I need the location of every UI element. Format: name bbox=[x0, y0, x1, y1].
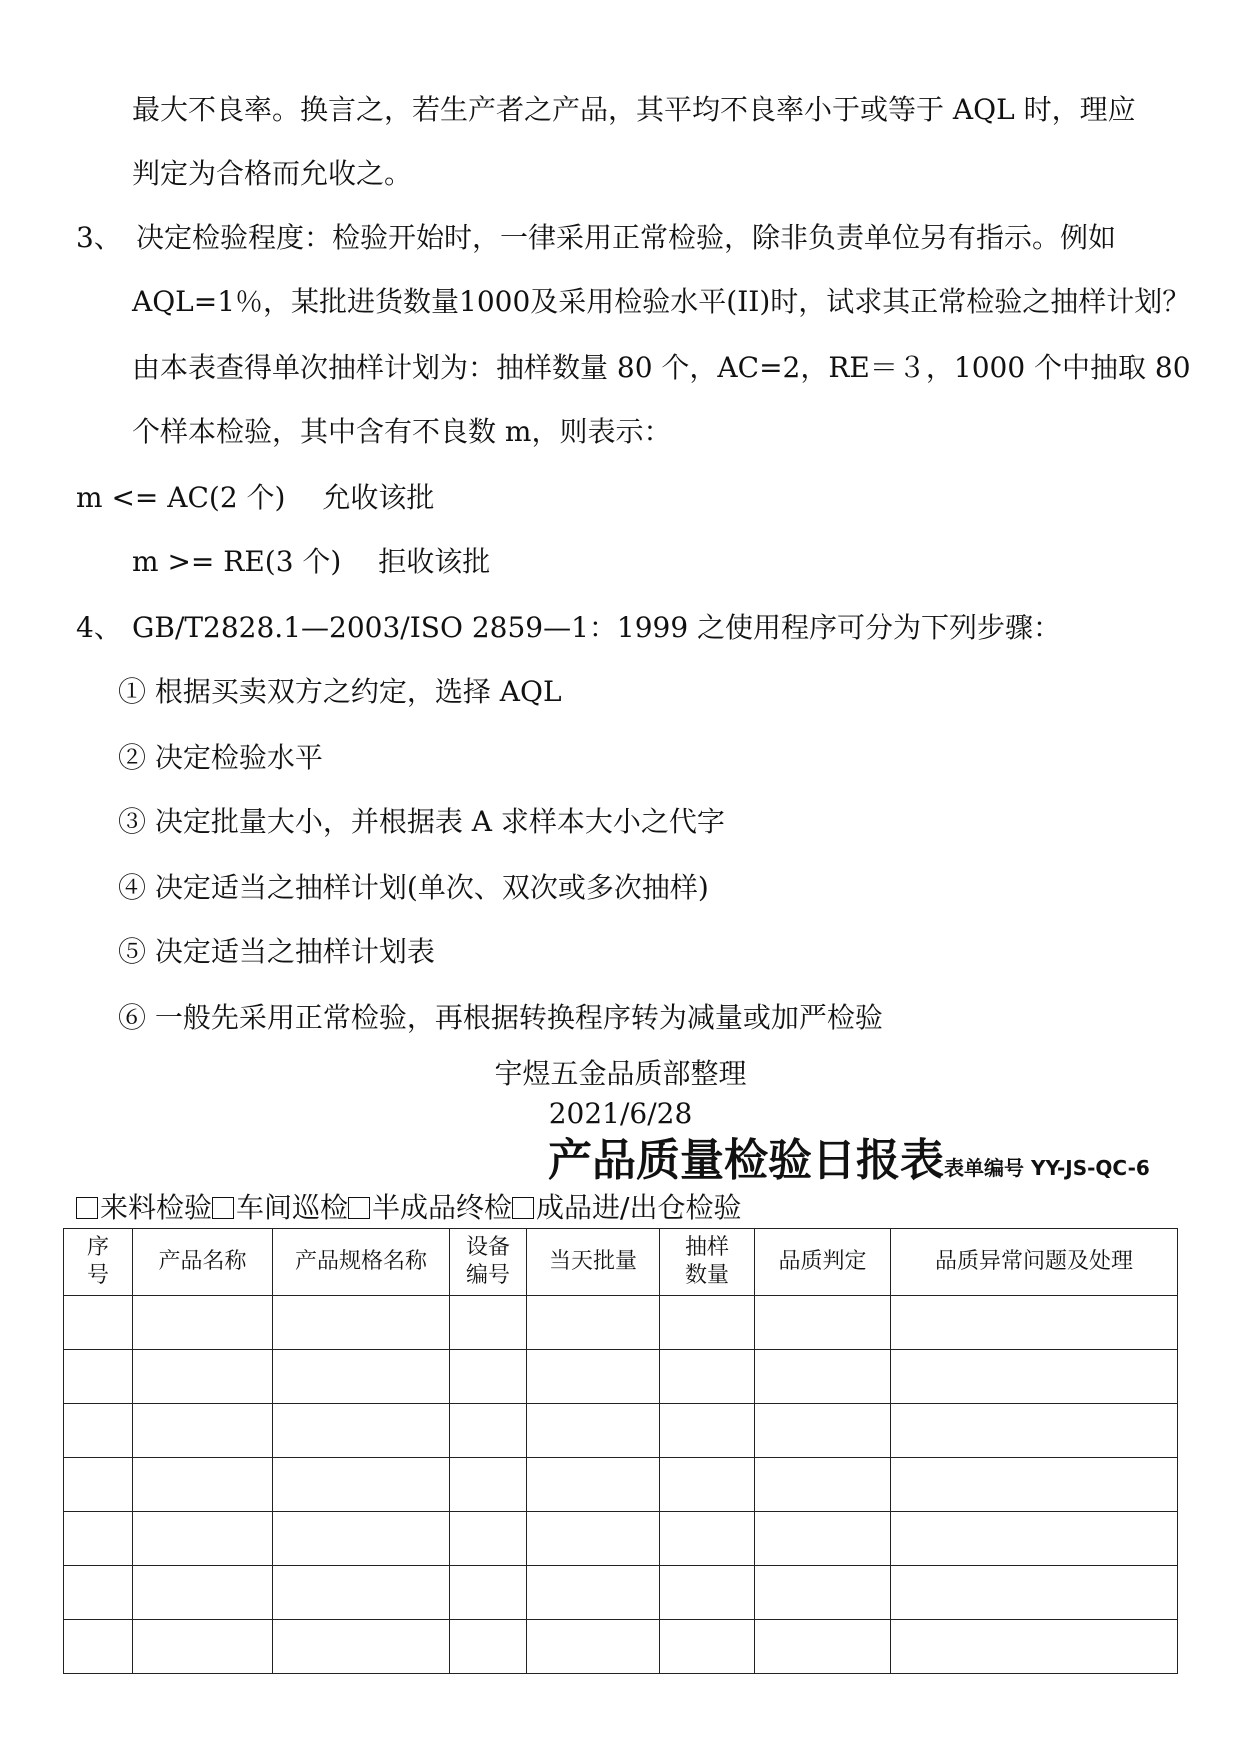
table-cell[interactable] bbox=[527, 1620, 660, 1674]
table-cell[interactable] bbox=[64, 1350, 133, 1404]
table-cell[interactable] bbox=[891, 1512, 1178, 1566]
option-label: 车间巡检 bbox=[236, 1191, 349, 1224]
table-cell[interactable] bbox=[660, 1458, 755, 1512]
table-cell[interactable] bbox=[891, 1458, 1178, 1512]
item-number: 3、 bbox=[76, 221, 122, 254]
table-cell[interactable] bbox=[273, 1566, 450, 1620]
table-cell[interactable] bbox=[450, 1296, 527, 1350]
rule-accept: m <= AC(2 个) 允收该批 bbox=[76, 481, 435, 514]
table-cell[interactable] bbox=[273, 1512, 450, 1566]
inspection-type-options bbox=[76, 1190, 741, 1226]
form-title: 产品质量检验日报表 bbox=[548, 1135, 944, 1186]
table-cell[interactable] bbox=[891, 1350, 1178, 1404]
step-item: ⑥ 一般先采用正常检验，再根据转换程序转为减量或加严检验 bbox=[118, 1001, 883, 1034]
table-cell[interactable] bbox=[273, 1296, 450, 1350]
table-cell[interactable] bbox=[273, 1458, 450, 1512]
table-cell[interactable] bbox=[133, 1620, 273, 1674]
table-row bbox=[64, 1620, 1178, 1674]
paragraph-line: GB/T2828.1—2003/ISO 2859—1：1999 之使用程序可分为下列步骤： bbox=[132, 611, 1062, 644]
option-label: 成品进/出仓检验 bbox=[536, 1191, 742, 1224]
step-item: ② 决定检验水平 bbox=[118, 741, 323, 774]
table-cell[interactable] bbox=[660, 1512, 755, 1566]
column-header-product-spec: 产品规格名称 bbox=[273, 1229, 450, 1296]
column-header-index: 序 号 bbox=[64, 1229, 133, 1296]
table-cell[interactable] bbox=[891, 1620, 1178, 1674]
column-header-equipment-no: 设备 编号 bbox=[450, 1229, 527, 1296]
rule-reject: m >= RE(3 个) 拒收该批 bbox=[132, 545, 491, 578]
table-cell[interactable] bbox=[527, 1296, 660, 1350]
table-cell[interactable] bbox=[755, 1512, 891, 1566]
paragraph-line: 最大不良率。换言之，若生产者之产品，其平均不良率小于或等于 AQL 时，理应 bbox=[132, 93, 1136, 126]
table-cell[interactable] bbox=[64, 1404, 133, 1458]
table-cell[interactable] bbox=[891, 1566, 1178, 1620]
table-cell[interactable] bbox=[527, 1458, 660, 1512]
table-cell[interactable] bbox=[450, 1512, 527, 1566]
table-cell[interactable] bbox=[133, 1404, 273, 1458]
checkbox[interactable] bbox=[512, 1197, 534, 1219]
step-item: ④ 决定适当之抽样计划(单次、双次或多次抽样) bbox=[118, 871, 709, 904]
document-date: 2021/6/28 bbox=[548, 1097, 693, 1130]
table-cell[interactable] bbox=[133, 1296, 273, 1350]
table-row bbox=[64, 1404, 1178, 1458]
table-cell[interactable] bbox=[64, 1458, 133, 1512]
paragraph-line: 决定检验程度：检验开始时，一律采用正常检验，除非负责单位另有指示。例如 bbox=[136, 221, 1117, 254]
table-cell[interactable] bbox=[891, 1404, 1178, 1458]
item-number: 4、 bbox=[76, 611, 122, 644]
option-label: 半成品终检 bbox=[372, 1191, 513, 1224]
step-item: ③ 决定批量大小，并根据表 A 求样本大小之代字 bbox=[118, 805, 725, 838]
table-cell[interactable] bbox=[133, 1458, 273, 1512]
table-cell[interactable] bbox=[450, 1350, 527, 1404]
table-cell[interactable] bbox=[133, 1512, 273, 1566]
paragraph-line: AQL=1％，某批进货数量1000及采用检验水平(II)时，试求其正常检验之抽样计划？ bbox=[132, 285, 1191, 318]
table-cell[interactable] bbox=[755, 1566, 891, 1620]
table-cell[interactable] bbox=[64, 1512, 133, 1566]
column-header-product-name: 产品名称 bbox=[133, 1229, 273, 1296]
table-cell[interactable] bbox=[133, 1350, 273, 1404]
table-cell[interactable] bbox=[450, 1566, 527, 1620]
column-header-sample-qty: 抽样 数量 bbox=[660, 1229, 755, 1296]
table-cell[interactable] bbox=[660, 1566, 755, 1620]
column-header-issue-handling: 品质异常问题及处理 bbox=[891, 1229, 1178, 1296]
table-cell[interactable] bbox=[527, 1512, 660, 1566]
table-cell[interactable] bbox=[660, 1404, 755, 1458]
table-cell[interactable] bbox=[891, 1296, 1178, 1350]
table-cell[interactable] bbox=[273, 1350, 450, 1404]
table-cell[interactable] bbox=[755, 1458, 891, 1512]
table-cell[interactable] bbox=[64, 1620, 133, 1674]
option-label: 来料检验 bbox=[100, 1191, 213, 1224]
table-cell[interactable] bbox=[450, 1458, 527, 1512]
checkbox[interactable] bbox=[76, 1197, 98, 1219]
inspection-report-table bbox=[63, 1228, 1178, 1674]
form-code: 表单编号 YY-JS-QC-6 bbox=[944, 1156, 1150, 1180]
table-cell[interactable] bbox=[660, 1620, 755, 1674]
step-item: ⑤ 决定适当之抽样计划表 bbox=[118, 935, 435, 968]
checkbox[interactable] bbox=[348, 1197, 370, 1219]
paragraph-line: 个样本检验，其中含有不良数 m，则表示： bbox=[132, 415, 672, 448]
table-cell[interactable] bbox=[64, 1296, 133, 1350]
table-cell[interactable] bbox=[527, 1350, 660, 1404]
table-row bbox=[64, 1350, 1178, 1404]
table-cell[interactable] bbox=[133, 1566, 273, 1620]
paragraph-line: 由本表查得单次抽样计划为：抽样数量 80 个，AC=2，RE＝３，1000 个中抽取 80 bbox=[132, 351, 1191, 384]
table-cell[interactable] bbox=[755, 1404, 891, 1458]
table-row bbox=[64, 1296, 1178, 1350]
table-cell[interactable] bbox=[527, 1404, 660, 1458]
step-item: ① 根据买卖双方之约定，选择 AQL bbox=[118, 675, 562, 708]
table-cell[interactable] bbox=[450, 1404, 527, 1458]
table-row bbox=[64, 1458, 1178, 1512]
table-cell[interactable] bbox=[64, 1566, 133, 1620]
table-row bbox=[64, 1566, 1178, 1620]
paragraph-line: 判定为合格而允收之。 bbox=[132, 157, 413, 190]
column-header-daily-batch: 当天批量 bbox=[527, 1229, 660, 1296]
table-header-row bbox=[64, 1229, 1178, 1296]
table-row bbox=[64, 1512, 1178, 1566]
table-cell[interactable] bbox=[755, 1620, 891, 1674]
column-header-quality-judgment: 品质判定 bbox=[755, 1229, 891, 1296]
table-cell[interactable] bbox=[273, 1620, 450, 1674]
form-header bbox=[548, 1135, 1150, 1187]
table-cell[interactable] bbox=[755, 1296, 891, 1350]
table-cell[interactable] bbox=[660, 1296, 755, 1350]
table-cell[interactable] bbox=[450, 1620, 527, 1674]
table-body bbox=[64, 1296, 1178, 1674]
table-cell[interactable] bbox=[273, 1404, 450, 1458]
table-cell[interactable] bbox=[755, 1350, 891, 1404]
table-cell[interactable] bbox=[660, 1350, 755, 1404]
compiler-note: 宇煜五金品质部整理 bbox=[494, 1057, 747, 1090]
table-cell[interactable] bbox=[527, 1566, 660, 1620]
checkbox[interactable] bbox=[212, 1197, 234, 1219]
